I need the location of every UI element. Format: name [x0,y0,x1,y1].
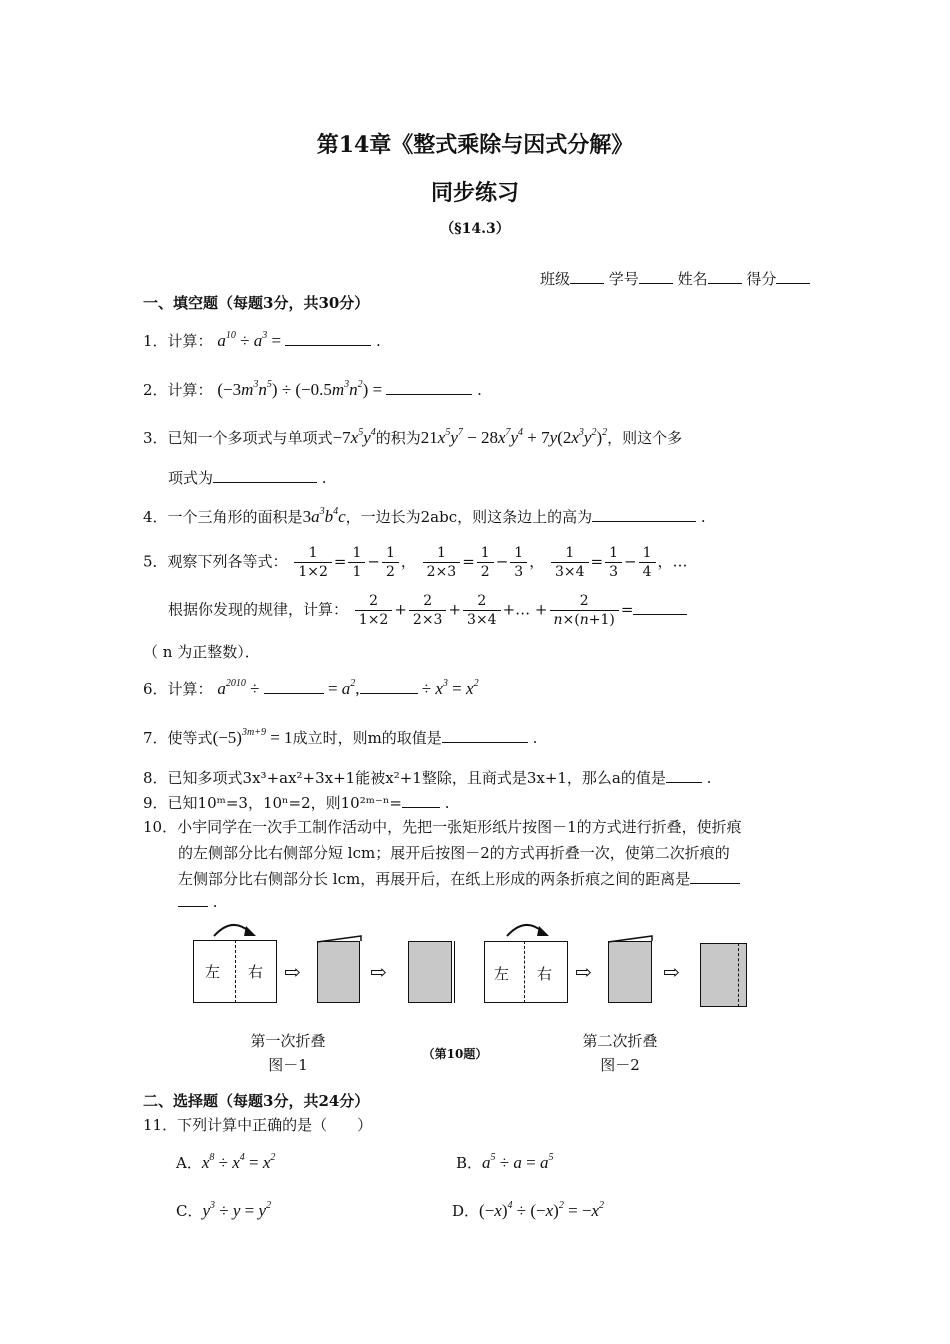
right-label-2: 右 [537,965,553,983]
q10-answer-blank-b[interactable] [178,892,208,907]
q11-text: 下列计算中正确的是（ ） [177,1116,373,1134]
q10-text-line2: 的左侧部分比右侧部分短 lcm；展开后按图－2的方式再折叠一次，使第二次折痕的 [178,844,730,862]
fraction: $\frac{1}{1}$ [348,544,365,581]
section-heading-choice: 二、选择题（每题3分，共24分） [143,1092,370,1110]
fraction: $\frac{1}{3}$ [510,544,527,581]
q3-answer-blank[interactable] [213,468,317,483]
fraction: $\frac{2}{1\times 2}$ [355,592,393,629]
fraction: $\frac{2}{n\times(n+1)}$ [550,592,619,629]
left-label-1: 左 [205,963,221,981]
q3-product: $21x^5y^7 - 28x^7y^4 + 7y(2x^3y^2)^2$ [420,427,608,447]
q1-expression: $a^{10} \div a^3$ = [217,330,286,350]
arrow-right-icon: ⇨ [284,960,301,984]
left-label-2: 左 [494,965,510,983]
caption-figure-1: 图－1 [268,1056,308,1074]
paper-folded-1b [408,941,452,1003]
q6-answer-blank-2[interactable] [360,679,418,694]
q3-number: 3． [143,429,168,447]
q8-text: 已知多项式3x³+ax²+3x+1能被x²+1整除，且商式是3x+1，那么a的值是 [167,769,666,787]
page-title: 第14章《整式乘除与因式分解》 [316,132,634,158]
q9-answer-blank[interactable] [402,793,440,808]
question-1: 1．计算： $a^{10} \div a^3$ = . [143,330,381,350]
option-c-expression: $y^3 \div y = y^2$ [202,1200,272,1220]
question-10 [143,816,742,837]
q7-text-tail: 成立时，则m的取值是 [292,729,442,747]
question-10-line3 [178,868,740,889]
fraction: $\frac{1}{1\times 2}$ [294,544,332,581]
q7-expression: $(-5)^{3m+9} = 1$ [212,727,293,747]
option-d-expression: $(-x)^4 \div (-x)^2 = -x^2$ [479,1200,605,1220]
fold-edge-icon [317,935,365,945]
fraction: $\frac{1}{3\times 4}$ [551,544,589,581]
q6-answer-blank-1[interactable] [264,679,324,694]
q6-text: 计算： [167,680,213,698]
section-number: （§14.3） [440,221,510,237]
question-3-line2: 项式为 . [168,469,327,487]
student-info-line [540,268,810,289]
q2-text: 计算： [167,381,213,399]
score-blank[interactable] [776,269,810,284]
q4-text-tail: ，一边长为2abc，则这条边上的高为 [345,508,593,526]
q3-monomial: $-7x^5y^4$ [332,427,376,447]
question-6 [143,678,479,699]
paper-folded-2 [608,941,652,1003]
curved-arrow-icon [503,918,553,940]
question-2: 2．计算： $(-3m^3n^5) \div (-0.5m^3n^2)$ = . [143,379,482,399]
q6-number: 6． [143,680,168,698]
option-d-label: D． [452,1202,480,1220]
q5-note: （ n 为正整数）． [143,643,260,661]
option-a[interactable] [176,1152,275,1173]
q7-answer-blank[interactable] [442,728,528,743]
fraction: $\frac{2}{3\times 4}$ [463,592,501,629]
right-label-1: 右 [248,963,264,981]
question-9: 9．已知10ᵐ=3，10ⁿ=2，则10²ᵐ⁻ⁿ= . [143,794,450,812]
q3-text-line2: 项式为 [168,469,214,487]
q7-number: 7． [143,729,168,747]
q5-answer-blank[interactable] [633,600,687,615]
fraction: $\frac{2}{2\times 3}$ [409,592,447,629]
curved-arrow-icon [210,918,260,940]
q6-expression-1: $a^{2010}$ ÷ [217,678,264,698]
caption-question-10: （第10题） [422,1047,488,1061]
q5-number: 5． [143,552,168,571]
q9-text: 已知10ᵐ=3，10ⁿ=2，则10²ᵐ⁻ⁿ= [167,794,402,812]
q5-text: 观察下列各等式： [167,552,288,571]
q4-number: 4． [143,508,168,526]
fraction: $\frac{1}{3}$ [605,544,622,581]
question-11 [143,1114,372,1135]
q6-expression-3: ÷ $x^3 = x^2$ [417,678,479,698]
class-label: 班级 [540,270,571,288]
option-c[interactable] [176,1200,271,1221]
option-a-expression: $x^8 \div x^4 = x^2$ [201,1152,276,1172]
section-heading-fill: 一、填空题（每题3分，共30分） [143,294,370,312]
caption-fold-2: 第二次折叠 [582,1032,658,1050]
arrow-right-icon: ⇨ [663,960,680,984]
paper-two-creases [700,943,747,1007]
question-7: 7．使等式$(-5)^{3m+9} = 1$成立时，则m的取值是 . [143,727,538,747]
fold-edge-icon [608,935,656,945]
fraction: $\frac{1}{2}$ [477,544,494,581]
q1-text: 计算： [167,332,213,350]
page-subtitle: 同步练习 [430,180,519,206]
question-3 [143,427,682,448]
q5-text-line2: 根据你发现的规律，计算： [168,600,349,619]
q11-number: 11． [143,1116,178,1134]
paper-folded-1 [317,941,360,1003]
fold-line-2 [524,941,525,1003]
question-5-line2: 根据你发现的规律，计算： $\frac{2}{1\times 2}$ + $\frac{2}{2\times 3}$ + $\frac{2}{3\times 4}$ +… + $\frac{2}{n\times(n+1)}$ = [168,592,687,629]
name-blank[interactable] [708,269,742,284]
q1-number: 1． [143,332,168,350]
fraction: $\frac{1}{4}$ [639,544,656,581]
fraction: $\frac{1}{2\times 3}$ [423,544,461,581]
q10-text-line3: 左侧部分比右侧部分长 lcm，再展开后，在纸上形成的两条折痕之间的距离是 [178,870,691,888]
arrow-right-icon: ⇨ [575,960,592,984]
q3-text-mid: 的积为 [375,429,421,447]
q2-expression: $(-3m^3n^5) \div (-0.5m^3n^2)$ = [217,379,387,399]
q4-area: $3a^3b^4c$ [302,506,346,526]
q9-number: 9． [143,794,168,812]
question-8: 8．已知多项式3x³+ax²+3x+1能被x²+1整除，且商式是3x+1，那么a的值是 . [143,769,712,787]
caption-fold-1: 第一次折叠 [250,1032,326,1050]
q2-answer-blank[interactable] [386,380,472,395]
option-c-label: C． [176,1202,203,1220]
q8-number: 8． [143,769,168,787]
caption-figure-2: 图－2 [600,1056,640,1074]
q10-answer-blank-line2: . [178,892,218,911]
option-d[interactable] [452,1200,604,1221]
fold-edge [448,941,455,1003]
option-b-expression: $a^5 \div a = a^5$ [482,1152,554,1172]
name-label: 姓名 [677,270,708,288]
fold-line-1 [235,940,236,1003]
option-b-label: B． [456,1154,483,1172]
arrow-right-icon: ⇨ [370,960,387,984]
q10-number: 10． [143,818,178,836]
q4-text: 一个三角形的面积是 [167,508,303,526]
q10-answer-blank-a[interactable] [690,869,740,884]
id-blank[interactable] [639,269,673,284]
q10-text-line1: 小宇同学在一次手工制作活动中，先把一张矩形纸片按图－1的方式进行折叠，使折痕 [177,818,742,836]
class-blank[interactable] [570,269,604,284]
score-label: 得分 [746,270,777,288]
q3-text: 已知一个多项式与单项式 [167,429,333,447]
question-5: 5．观察下列各等式： $\frac{1}{1\times 2}$ = $\frac{1}{1}$ − $\frac{1}{2}$ ， $\frac{1}{2\times 3}$ = $\frac{1}{2}$ − $\frac{1}{3}$ ， $\frac{1}{3\times 4}$ = $\frac{1}{3}$ − $\frac{1}{4}$ ，… [143,545,688,580]
q2-number: 2． [143,381,168,399]
q1-answer-blank[interactable] [285,331,371,346]
q4-answer-blank[interactable] [592,507,696,522]
q8-answer-blank[interactable] [666,768,702,783]
q3-text-tail: ，则这个多 [607,429,683,447]
fraction: $\frac{1}{2}$ [382,544,399,581]
question-4: 4．一个三角形的面积是$3a^3b^4c$，一边长为2abc，则这条边上的高为 . [143,506,706,526]
option-a-label: A． [176,1154,202,1172]
q7-text: 使等式 [167,729,213,747]
q6-expression-2: = $a^2$, [323,678,360,698]
fold-line-3 [738,943,739,1007]
option-b[interactable] [456,1152,553,1173]
id-label: 学号 [608,270,639,288]
